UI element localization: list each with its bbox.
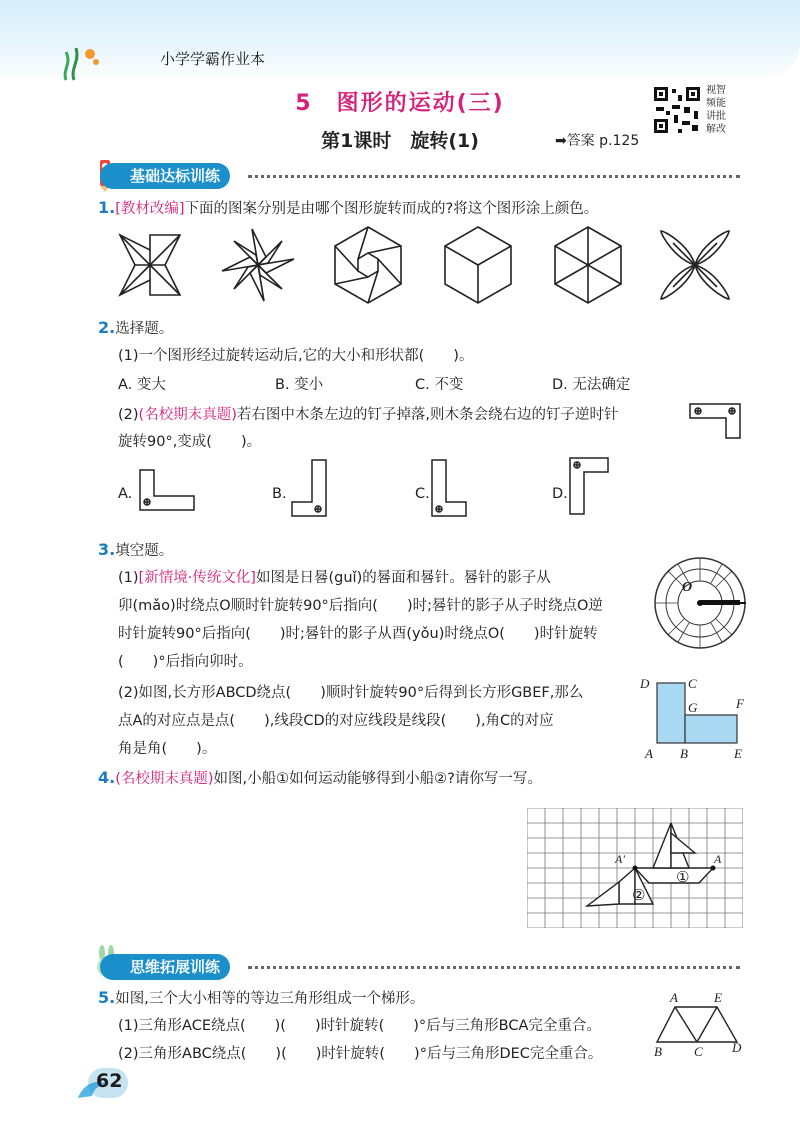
pattern-pinwheel <box>222 229 294 301</box>
label-a-prime: A′ <box>615 852 625 866</box>
label-E: E <box>734 746 742 761</box>
book-title: 小学学霸作业本 <box>160 50 266 68</box>
section-extend-badge: 思维拓展训练 <box>100 954 230 980</box>
pattern-petals <box>661 231 729 299</box>
q5-label-C: C <box>694 1044 703 1059</box>
header-band <box>0 0 800 82</box>
q5-label-B: B <box>654 1044 662 1059</box>
q2-option-a: A. 变大 <box>118 377 166 393</box>
q3-sub1-line1: (1)[新情境·传统文化]如图是日晷(guǐ)的晷面和晷针。晷针的影子从 <box>118 570 551 586</box>
q2-sub1: (1)一个图形经过旋转运动后,它的大小和形状都( )。 <box>118 348 474 364</box>
boat-grid <box>527 808 743 928</box>
q3-sub1-line3: 时针旋转90°后指向( )时;晷针的影子从酉(yǒu)时绕点O( )时针旋转 <box>118 626 598 642</box>
sundial-center-label: O <box>682 580 693 595</box>
option-c-figure[interactable] <box>430 458 470 520</box>
section-basic-badge: 基础达标训练 <box>100 163 230 189</box>
pattern-six-triangles <box>555 227 621 303</box>
trapezoid-figure <box>655 1004 741 1046</box>
q3-sub2-line1: (2)如图,长方形ABCD绕点( )顺时针旋转90°后得到长方形GBEF,那么 <box>118 685 584 701</box>
q2-sub2: (2)(名校期末真题)若右图中木条左边的钉子掉落,则木条会绕右边的钉子逆时针 <box>118 407 619 423</box>
q3-sub1-line2: 卯(mǎo)时绕点O顺时针旋转90°后指向( )时;晷针的影子从子时绕点O逆 <box>118 598 603 614</box>
pattern-cube <box>445 227 511 303</box>
q2-figure-d-label: D. <box>552 486 568 502</box>
sundial-figure <box>652 555 748 651</box>
unit-title: 5 图形的运动(三) <box>295 91 505 116</box>
seaweed-logo-icon <box>58 42 102 82</box>
option-d-figure[interactable] <box>568 456 612 518</box>
q5-sub2: (2)三角形ABC绕点( )( )时针旋转( )°后与三角形DEC完全重合。 <box>118 1046 603 1062</box>
label-F: F <box>736 696 744 711</box>
question-4: 4.(名校期末真题)如图,小船①如何运动能够得到小船②?请你写一写。 <box>98 768 542 787</box>
label-D: D <box>640 676 650 691</box>
q2-sub2-line2: 旋转90°,变成( )。 <box>118 434 262 450</box>
page-number: 62 <box>96 1070 123 1092</box>
q2-figure-a-label: A. <box>118 486 133 502</box>
label-G: G <box>688 700 698 715</box>
q5-label-A: A <box>670 990 678 1005</box>
section-divider <box>248 175 740 178</box>
label-B: B <box>680 746 688 761</box>
answer-reference: ➡答案 p.125 <box>555 133 640 149</box>
stick-original-figure <box>688 402 744 442</box>
q3-sub1-line4: ( )°后指向卯时。 <box>118 654 253 670</box>
question-3: 3.填空题。 <box>98 540 174 559</box>
q5-sub1: (1)三角形ACE绕点( )( )时针旋转( )°后与三角形BCA完全重合。 <box>118 1018 601 1034</box>
pattern-bowtie <box>120 235 180 295</box>
question-2: 2.选择题。 <box>98 318 174 337</box>
q2-option-c: C. 不变 <box>415 377 464 393</box>
rotation-patterns <box>110 225 730 310</box>
label-A: A <box>645 746 653 761</box>
label-C: C <box>688 676 697 691</box>
question-5: 5.如图,三个大小相等的等边三角形组成一个梯形。 <box>98 988 425 1007</box>
lesson-title: 第1课时 旋转(1) <box>321 130 479 152</box>
q3-sub2-line3: 角是角( )。 <box>118 741 217 757</box>
question-1: 1.[教材改编]下面的图案分别是由哪个图形旋转而成的?将这个图形涂上颜色。 <box>98 198 599 217</box>
q2-figure-b-label: B. <box>272 486 287 502</box>
boat-2-label: ② <box>632 886 646 904</box>
rectangles-figure <box>652 678 744 748</box>
boat-1-label: ① <box>676 868 690 886</box>
section-divider-2 <box>248 966 740 969</box>
pattern-hex-pinwheel <box>335 227 401 303</box>
q2-option-b: B. 变小 <box>275 377 324 393</box>
q3-sub2-line2: 点A的对应点是点( ),线段CD的对应线段是线段( ),角C的对应 <box>118 713 554 729</box>
qr-caption: 视智频能讲批解改 <box>706 85 726 135</box>
qr-code-icon[interactable] <box>652 85 702 135</box>
option-a-figure[interactable] <box>138 468 198 514</box>
q2-option-d: D. 无法确定 <box>552 377 631 393</box>
q2-figure-c-label: C. <box>415 486 430 502</box>
option-b-figure[interactable] <box>290 458 330 518</box>
label-a-point: A <box>714 852 722 866</box>
q5-label-E: E <box>714 990 722 1005</box>
q5-label-D: D <box>732 1040 742 1055</box>
